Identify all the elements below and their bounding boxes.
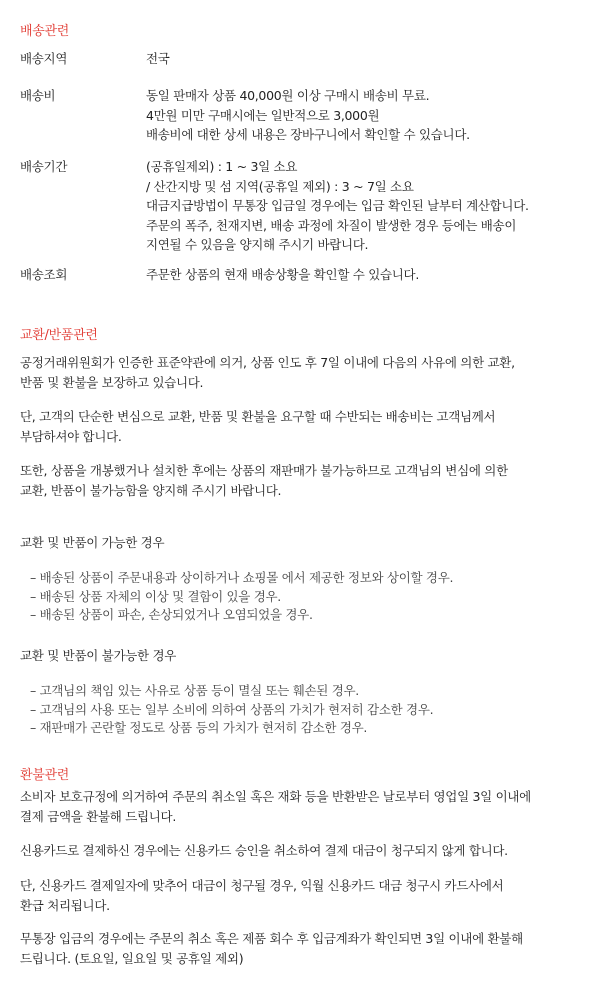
exchange-paragraph [20,407,585,447]
list-item: – 고객님의 사용 또는 일부 소비에 의하여 상품의 가치가 현저히 감소한 경우. [30,701,434,717]
paragraph-line: 부담하셔야 합니다. [20,429,122,444]
list-item: – 배송된 상품이 주문내용과 상이하거나 쇼핑몰 에서 제공한 정보와 상이할 경우. [30,570,454,585]
list-item: – 재판매가 곤란할 정도로 상품 등의 가치가 현저히 감소한 경우. [30,720,368,735]
delivery-tracking-value [146,265,586,285]
refund-paragraph [20,876,585,916]
delivery-period-label: 배송기간 [20,159,68,174]
delivery-period-line: 주문의 폭주, 천재지변, 배송 과정에 차질이 발생한 경우 등에는 배송이 [146,217,517,233]
delivery-period-line: 지연될 수 있음을 양지해 주시기 바랍니다. [146,237,369,252]
refund-paragraph [20,787,585,827]
paragraph-line: 결제 금액을 환불해 드립니다. [20,809,176,824]
paragraph-line: 또한, 상품을 개봉했거나 설치한 후에는 상품의 재판매가 불가능하므로 고객님의 변심에 의한 [20,463,508,478]
delivery-period-line: 대금지급방법이 무통장 입금일 경우에는 입금 확인된 날부터 계산합니다. [146,198,529,213]
refund-section-title: 환불관련 [20,768,70,783]
paragraph-line: 무통장 입금의 경우에는 주문의 취소 혹은 제품 회수 후 입금계좌가 확인되면 3일 이내에 환불해 [20,931,523,946]
delivery-period-line: / 산간지방 및 섬 지역(공휴일 제외) : 3 ~ 7일 소요 [146,178,414,194]
paragraph-line: 환급 처리됩니다. [20,898,110,913]
exchange-impossible-list [30,682,433,738]
delivery-fee-line: 4만원 미만 구매시에는 일반적으로 3,000원 [146,107,380,123]
exchange-section-title: 교환/반품관련 [20,328,98,343]
delivery-fee-label: 배송비 [20,88,56,103]
list-item: – 배송된 상품 자체의 이상 및 결함이 있을 경우. [30,588,281,604]
delivery-area-value [146,49,586,69]
delivery-area-line: 전국 [146,51,170,66]
delivery-fee-value [146,86,586,145]
refund-paragraph [20,841,585,861]
paragraph-line: 소비자 보호규정에 의거하여 주문의 취소일 혹은 재화 등을 반환받은 날로부터 영업일 3일 이내에 [20,789,531,804]
exchange-paragraph [20,353,585,393]
exchange-possible-heading: 교환 및 반품이 가능한 경우 [20,535,165,550]
delivery-area-label: 배송지역 [20,51,68,66]
exchange-paragraph [20,461,585,501]
delivery-fee-line: 배송비에 대한 상세 내용은 장바구니에서 확인할 수 있습니다. [146,127,470,142]
delivery-fee-line: 동일 판매자 상품 40,000원 이상 구매시 배송비 무료. [146,88,430,103]
delivery-period-value [146,157,586,255]
paragraph-line: 단, 신용카드 결제일자에 맞추어 대금이 청구될 경우, 익월 신용카드 대금 청구시 카드사에서 [20,878,504,893]
delivery-tracking-line: 주문한 상품의 현재 배송상황을 확인할 수 있습니다. [146,267,419,282]
paragraph-line: 단, 고객의 단순한 변심으로 교환, 반품 및 환불을 요구할 때 수반되는 배송비는 고객님께서 [20,409,496,424]
refund-paragraph [20,929,585,969]
paragraph-line: 드립니다. (토요일, 일요일 및 공휴일 제외) [20,951,244,966]
list-item: – 고객님의 책임 있는 사유로 상품 등이 멸실 또는 훼손된 경우. [30,683,359,698]
delivery-tracking-label: 배송조회 [20,267,68,282]
delivery-period-line: (공휴일제외) : 1 ~ 3일 소요 [146,159,298,174]
delivery-section-title: 배송관련 [20,24,70,39]
paragraph-line: 반품 및 환불을 보장하고 있습니다. [20,375,204,390]
exchange-possible-list [30,569,453,625]
paragraph-line: 공정거래위원회가 인증한 표준약관에 의거, 상품 인도 후 7일 이내에 다음의 사유에 의한 교환, [20,355,515,370]
paragraph-line: 교환, 반품이 불가능함을 양지해 주시기 바랍니다. [20,483,282,498]
paragraph-line: 신용카드로 결제하신 경우에는 신용카드 승인을 취소하여 결제 대금이 청구되지 않게 합니다. [20,843,508,858]
list-item: – 배송된 상품이 파손, 손상되었거나 오염되었을 경우. [30,607,313,622]
exchange-impossible-heading: 교환 및 반품이 불가능한 경우 [20,648,176,663]
